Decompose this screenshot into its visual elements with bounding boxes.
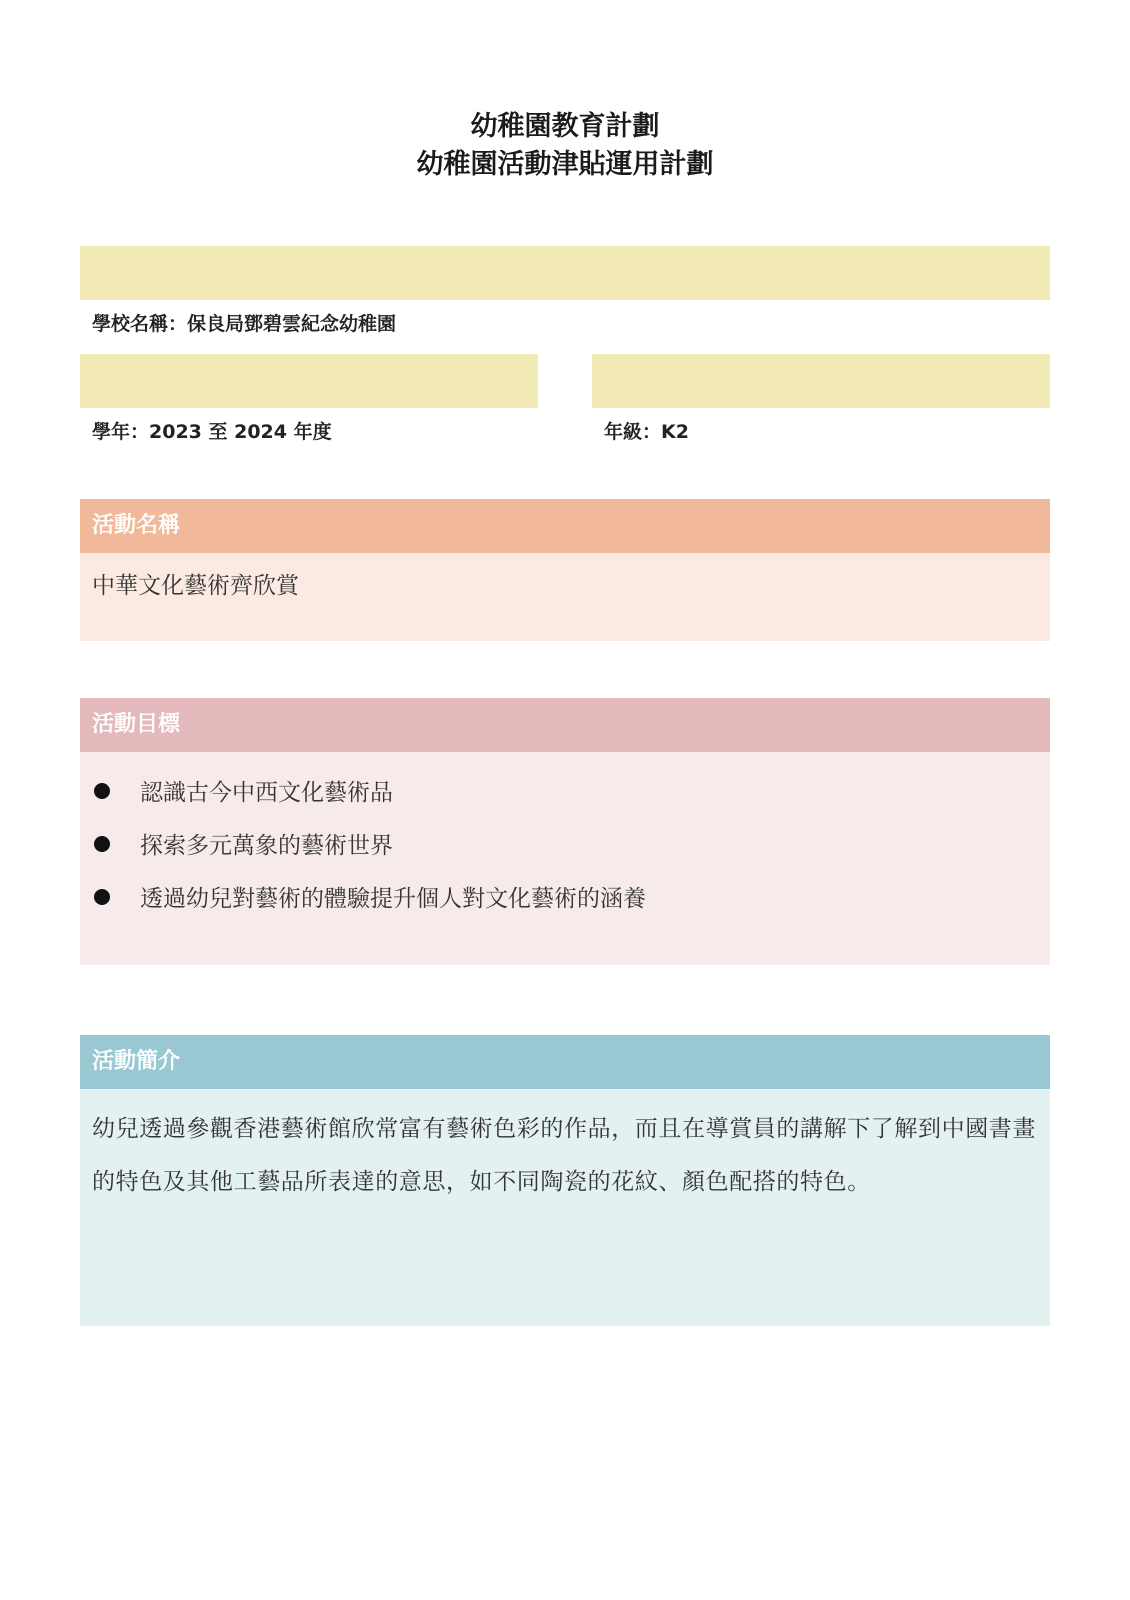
- school-name-label: 學校名稱：保良局鄧碧雲紀念幼稚園: [92, 313, 397, 335]
- goal-text: 認識古今中西文化藝術品: [140, 780, 393, 806]
- document-title: [0, 108, 1130, 184]
- year-bar: [80, 354, 538, 408]
- activity-intro-text: 幼兒透過參觀香港藝術館欣常富有藝術色彩的作品，而且在導賞員的講解下了解到中國書畫的特色及其他工藝品所表達的意思，如不同陶瓷的花紋、顏色配搭的特色。: [80, 1089, 1050, 1326]
- activity-intro-header: 活動簡介: [80, 1035, 1050, 1089]
- activity-name-section: [80, 499, 1050, 641]
- grade-label: 年級：K2: [604, 421, 689, 443]
- list-item: [92, 817, 1040, 870]
- goal-text: 透過幼兒對藝術的體驗提升個人對文化藝術的涵養: [140, 886, 646, 912]
- activity-goals-section: [80, 698, 1050, 965]
- title-line-1: 幼稚園教育計劃: [470, 111, 660, 142]
- list-item: [92, 764, 1040, 817]
- activity-name-value: 中華文化藝術齊欣賞: [80, 553, 1050, 641]
- activity-name-header: 活動名稱: [80, 499, 1050, 553]
- activity-goals-header: 活動目標: [80, 698, 1050, 752]
- school-year-label: 學年：2023 至 2024 年度: [92, 421, 332, 443]
- list-item: [92, 870, 1040, 923]
- grade-bar: [592, 354, 1050, 408]
- activity-goals-list: [80, 752, 1050, 965]
- school-bar: [80, 246, 1050, 300]
- bullet-icon: [94, 783, 110, 799]
- bullet-icon: [94, 889, 110, 905]
- activity-intro-section: [80, 1035, 1050, 1326]
- goal-text: 探索多元萬象的藝術世界: [140, 833, 393, 859]
- bullet-icon: [94, 836, 110, 852]
- title-line-2: 幼稚園活動津貼運用計劃: [416, 149, 714, 180]
